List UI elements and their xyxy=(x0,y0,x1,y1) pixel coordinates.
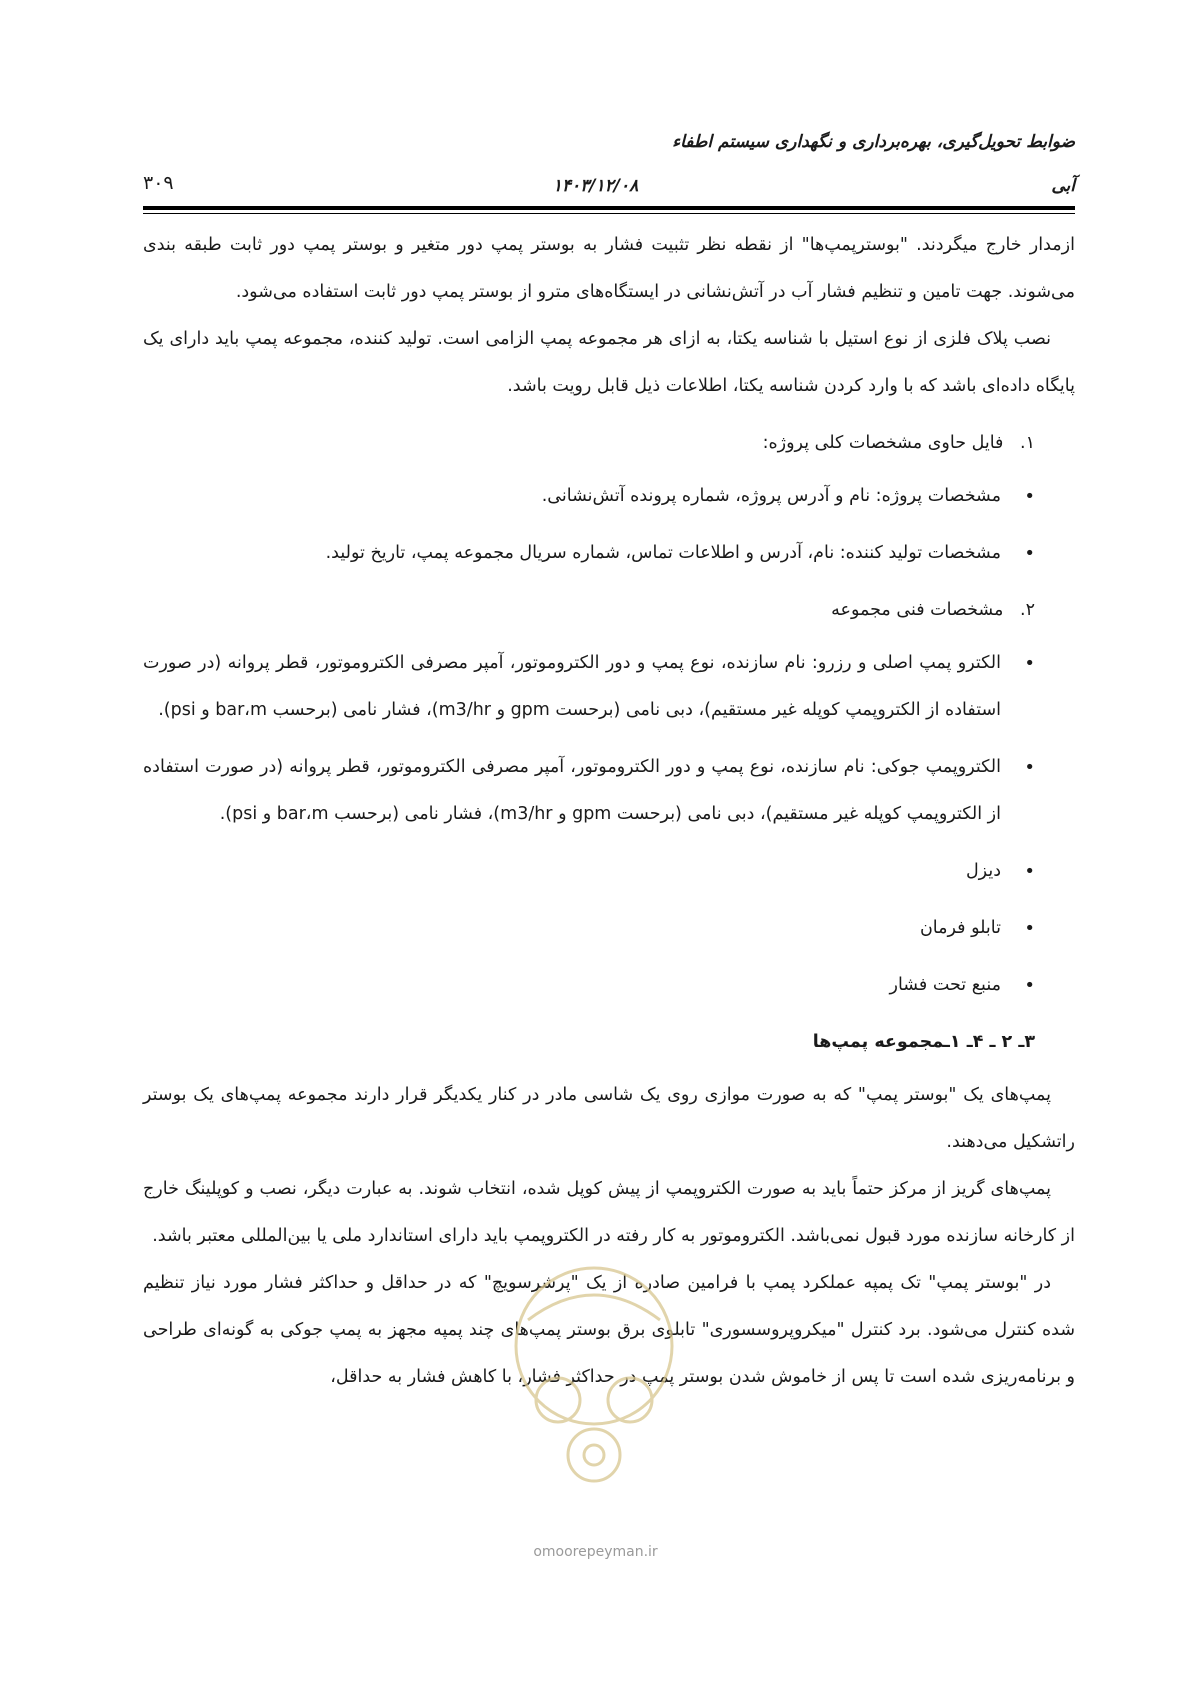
header-rule-thin xyxy=(143,213,1075,214)
item-text: مشخصات فنی مجموعه xyxy=(831,600,1004,620)
list-item: • تابلو فرمان xyxy=(143,905,1075,952)
page-number: ۳۰۹ xyxy=(143,172,174,194)
item-number: ۲. xyxy=(1020,600,1035,620)
list-item: • منبع تحت فشار xyxy=(143,962,1075,1009)
list-item: • مشخصات تولید کننده: نام، آدرس و اطلاعات تماس، شماره سریال مجموعه پمپ، تاریخ تولید. xyxy=(143,530,1075,577)
list-item: • الکترو پمپ اصلی و رزرو: نام سازنده، نوع پمپ و دور الکتروموتور، آمپر مصرفی الکتروموتور، قطر پروانه (در صورت استفاده از الکتروپمپ کوپله غیر مستقیم)، دبی نامی (برحست gpm و m3/hr)، فشار نامی (برحسب bar،m و psi). xyxy=(143,640,1075,734)
paragraph-1: ازمدار خارج میگردند. "بوسترپمپ‌ها" از نقطه نظر تثبیت فشار به بوستر پمپ دور متغیر و بوستر پمپ دور ثابت طبقه بندی می‌شوند. جهت تامین و تنظیم فشار آب در آتش‌نشانی در ایستگاه‌های مترو از بوستر پمپ دور ثابت استفاده می‌شود. xyxy=(143,235,1075,302)
paragraph-5: در "بوستر پمپ" تک پمپه عملکرد پمپ با فرامین صادره از یک "پرشرسویچ" که در حداقل و حداکثر فشار مورد نیاز تنظیم شده کنترل می‌شود. برد کنترل "میکروپروسسوری" تابلوی برق بوستر پمپ‌های چند پمپه مجهز به پمپ جوکی به گونه‌ای طراحی و برنامه‌ریزی شده است تا پس از خاموش شدن بوستر پمپ در حداکثر فشار، با کاهش فشار به حداقل، xyxy=(143,1273,1075,1387)
list-item: • مشخصات پروژه: نام و آدرس پروژه، شماره پرونده آتش‌نشانی. xyxy=(143,473,1075,520)
numbered-item-1 xyxy=(143,420,1075,467)
paragraph-4: پمپ‌های گریز از مرکز حتماً باید به صورت الکتروپمپ از پیش کوپل شده، انتخاب شوند. به عبارت دیگر، نصب و کوپلینگ خارج از کارخانه سازنده مورد قبول نمی‌باشد. الکتروموتور به کار رفته در الکتروپمپ باید دارای استاندارد ملی یا بین‌المللی معتبر باشد. xyxy=(143,1179,1075,1246)
watermark-text: omoorepeyman.ir xyxy=(533,1544,658,1560)
header-rule-thick xyxy=(143,206,1075,210)
list-item: • دیزل xyxy=(143,848,1075,895)
bullet-list-2 xyxy=(143,640,1075,1009)
header-date: ۱۴۰۳/۱۲/۰۸ xyxy=(552,176,639,196)
paragraph-2: نصب پلاک فلزی از نوع استیل با شناسه یکتا، به ازای هر مجموعه پمپ الزامی است. تولید کننده، مجموعه پمپ باید دارای یک پایگاه داده‌ای باشد که با وارد کردن شناسه یکتا، اطلاعات ذیل قابل رویت باشد. xyxy=(143,329,1075,396)
list-item: • الکتروپمپ جوکی: نام سازنده، نوع پمپ و دور الکتروموتور، آمپر مصرفی الکتروموتور، قطر پروانه (در صورت استفاده از الکتروپمپ کوپله غیر مستقیم)، دبی نامی (برحست gpm و m3/hr)، فشار نامی (برحسب bar،m و psi). xyxy=(143,744,1075,838)
section-heading: ۳ـ ۲ ـ ۴ـ ۱ـمجموعه پمپ‌ها xyxy=(812,1032,1035,1052)
running-header-title: ضوابط تحویل‌گیری، بهره‌برداری و نگهداری سیستم اطفاء xyxy=(672,132,1075,152)
running-header-subtitle: آبی xyxy=(1051,176,1075,196)
bullet-list-1 xyxy=(143,473,1075,577)
body-content xyxy=(143,222,1075,1401)
paragraph-3: پمپ‌های یک "بوستر پمپ" که به صورت موازی روی یک شاسی مادر در کنار یکدیگر قرار دارند مجموعه پمپ‌های یک بوستر راتشکیل می‌دهند. xyxy=(143,1085,1075,1152)
item-number: ۱. xyxy=(1020,433,1035,453)
numbered-item-2 xyxy=(143,587,1075,634)
item-text: فایل حاوی مشخصات کلی پروژه: xyxy=(762,433,1004,453)
